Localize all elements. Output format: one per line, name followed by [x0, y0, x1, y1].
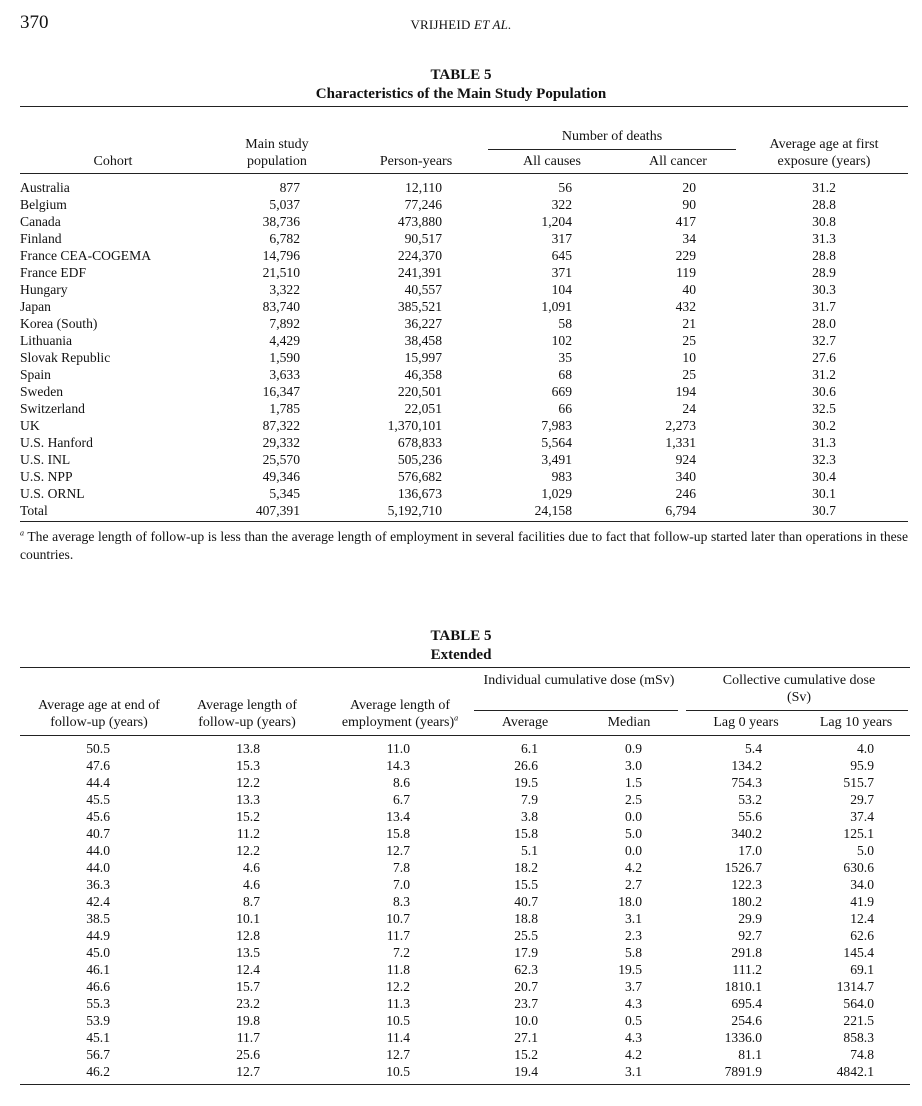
table1-cell-all-causes: 58 — [558, 316, 572, 331]
table2-cell-followup: 4.6 — [243, 877, 260, 892]
table2-cell-avg: 19.5 — [514, 775, 538, 790]
table2-cell-age-end: 38.5 — [86, 911, 110, 926]
table2-cell-avg: 19.4 — [514, 1064, 538, 1079]
table2-cell-median: 3.1 — [625, 911, 642, 926]
table2-cell-employment: 11.0 — [386, 741, 410, 756]
table2-cell-age-end: 46.2 — [86, 1064, 110, 1079]
table2-cell-lag10: 95.9 — [850, 758, 874, 773]
table2-top-rule — [20, 667, 910, 668]
table2-cell-lag10: 29.7 — [850, 792, 874, 807]
table2-cell-median: 0.9 — [625, 741, 642, 756]
table1-cell-person-years: 1,370,101 — [387, 418, 442, 433]
table1-cell-cohort: Total — [20, 503, 48, 518]
table1-cell-avg-age: 32.5 — [812, 401, 836, 416]
t2-header-individual-group: Individual cumulative dose (mSv) — [483, 673, 675, 688]
table2-cell-age-end: 45.1 — [86, 1030, 110, 1045]
t2-header-lag0: Lag 0 years — [713, 715, 779, 730]
table1-cell-person-years: 5,192,710 — [387, 503, 442, 518]
table1-cell-cohort: Japan — [20, 299, 51, 314]
table1-cell-person-years: 40,557 — [404, 282, 442, 297]
table1-cell-all-causes: 104 — [551, 282, 572, 297]
table2-cell-age-end: 45.6 — [86, 809, 110, 824]
table2-cell-lag0: 17.0 — [738, 843, 762, 858]
table2-cell-followup: 12.4 — [236, 962, 260, 977]
table1-cell-avg-age: 28.8 — [812, 248, 836, 263]
table2-cell-avg: 7.9 — [521, 792, 538, 807]
table2-cell-lag10: 4.0 — [857, 741, 874, 756]
running-head-authors: VRIJHEID — [410, 17, 471, 32]
table1-cell-population: 1,785 — [269, 401, 300, 416]
table2-cell-lag0: 81.1 — [738, 1047, 762, 1062]
table1-header-rule — [20, 173, 908, 174]
table1-cell-all-cancer: 25 — [682, 367, 696, 382]
table2-cell-employment: 8.6 — [393, 775, 410, 790]
table1-cell-population: 38,736 — [262, 214, 300, 229]
table2-cell-lag0: 1526.7 — [724, 860, 762, 875]
table2-cell-employment: 12.7 — [386, 1047, 410, 1062]
table1-cell-person-years: 220,501 — [397, 384, 442, 399]
table2-cell-lag0: 55.6 — [738, 809, 762, 824]
table1-cell-all-cancer: 924 — [675, 452, 696, 467]
table1-cell-all-cancer: 340 — [675, 469, 696, 484]
table2-cell-employment: 7.8 — [393, 860, 410, 875]
table2-cell-lag0: 291.8 — [731, 945, 762, 960]
t2-header-avg-followup: Average length of follow-up (years) — [196, 698, 298, 730]
table2-cell-lag10: 630.6 — [843, 860, 874, 875]
table2-cell-lag10: 34.0 — [850, 877, 874, 892]
table2-cell-employment: 6.7 — [393, 792, 410, 807]
table2-cell-age-end: 55.3 — [86, 996, 110, 1011]
t1-header-all-causes: All causes — [523, 154, 581, 169]
table2-cell-avg: 40.7 — [514, 894, 538, 909]
table2-cell-followup: 13.3 — [236, 792, 260, 807]
table1-cell-all-cancer: 21 — [682, 316, 696, 331]
table2-cell-employment: 11.8 — [386, 962, 410, 977]
t1-header-deaths-group: Number of deaths — [561, 129, 663, 144]
table2-cell-lag10: 37.4 — [850, 809, 874, 824]
table2-cell-lag10: 125.1 — [843, 826, 874, 841]
table2-cell-median: 3.1 — [625, 1064, 642, 1079]
table2-cell-employment: 11.4 — [386, 1030, 410, 1045]
table1-cell-cohort: France EDF — [20, 265, 87, 280]
table2-cell-followup: 15.3 — [236, 758, 260, 773]
t2-header-avg-employment-text: Average length of employment (years) — [341, 698, 455, 730]
table1-cell-all-causes: 35 — [558, 350, 572, 365]
table1-cell-population: 16,347 — [262, 384, 300, 399]
table2-bottom-rule — [20, 1084, 910, 1085]
table2-cell-lag10: 74.8 — [850, 1047, 874, 1062]
table1-cell-person-years: 505,236 — [397, 452, 442, 467]
table2-cell-employment: 8.3 — [393, 894, 410, 909]
table2-cell-lag10: 515.7 — [843, 775, 874, 790]
table1-cell-all-cancer: 34 — [682, 231, 696, 246]
table2-cell-median: 0.0 — [625, 843, 642, 858]
table2-cell-lag10: 5.0 — [857, 843, 874, 858]
table1-cell-person-years: 38,458 — [404, 333, 442, 348]
table1-cell-avg-age: 30.6 — [812, 384, 836, 399]
table2-cell-employment: 10.7 — [386, 911, 410, 926]
table1-cell-population: 1,590 — [269, 350, 300, 365]
table1-cell-avg-age: 28.0 — [812, 316, 836, 331]
table1-cell-all-causes: 645 — [551, 248, 572, 263]
table1-cell-person-years: 576,682 — [397, 469, 442, 484]
table1-title: Characteristics of the Main Study Population — [315, 86, 607, 102]
table1-cell-person-years: 385,521 — [397, 299, 442, 314]
table1-cell-cohort: Australia — [20, 180, 70, 195]
table2-cell-employment: 7.0 — [393, 877, 410, 892]
table2-cell-employment: 11.7 — [386, 928, 410, 943]
table2-cell-employment: 12.7 — [386, 843, 410, 858]
t2-header-average: Average — [501, 715, 549, 730]
table1-cell-person-years: 46,358 — [404, 367, 442, 382]
table1-cell-avg-age: 31.3 — [812, 231, 836, 246]
table2-cell-lag0: 111.2 — [732, 962, 762, 977]
t1-header-cohort: Cohort — [93, 154, 133, 169]
table2-cell-median: 0.5 — [625, 1013, 642, 1028]
table1-cell-all-cancer: 194 — [675, 384, 696, 399]
table1-cell-person-years: 473,880 — [397, 214, 442, 229]
table1-cell-person-years: 77,246 — [404, 197, 442, 212]
table2-cell-employment: 7.2 — [393, 945, 410, 960]
table1-cell-cohort: U.S. ORNL — [20, 486, 85, 501]
table2-cell-age-end: 46.6 — [86, 979, 110, 994]
table1-cell-cohort: Hungary — [20, 282, 68, 297]
table2-cell-avg: 10.0 — [514, 1013, 538, 1028]
table1-cell-all-cancer: 246 — [675, 486, 696, 501]
table2-cell-avg: 15.2 — [514, 1047, 538, 1062]
table1-cell-person-years: 678,833 — [397, 435, 442, 450]
table1-cell-person-years: 36,227 — [404, 316, 442, 331]
table2-cell-age-end: 45.5 — [86, 792, 110, 807]
table2-cell-lag0: 122.3 — [731, 877, 762, 892]
table2-cell-followup: 11.2 — [236, 826, 260, 841]
table2-cell-lag10: 858.3 — [843, 1030, 874, 1045]
table1-cell-avg-age: 32.7 — [812, 333, 836, 348]
table2-cell-median: 5.0 — [625, 826, 642, 841]
table1-cell-cohort: Finland — [20, 231, 62, 246]
table1-cell-all-causes: 322 — [551, 197, 572, 212]
table2-cell-median: 18.0 — [618, 894, 642, 909]
table1-cell-avg-age: 30.7 — [812, 503, 836, 518]
table1-cell-cohort: Belgium — [20, 197, 67, 212]
table2-cell-avg: 6.1 — [521, 741, 538, 756]
table1-cell-cohort: Korea (South) — [20, 316, 98, 331]
table1-cell-all-cancer: 24 — [682, 401, 696, 416]
table2-cell-median: 5.8 — [625, 945, 642, 960]
table2-cell-followup: 12.2 — [236, 843, 260, 858]
table2-cell-lag0: 180.2 — [731, 894, 762, 909]
table2-cell-avg: 18.8 — [514, 911, 538, 926]
table1-cell-population: 25,570 — [262, 452, 300, 467]
table2-cell-age-end: 50.5 — [86, 741, 110, 756]
table1-cell-cohort: U.S. NPP — [20, 469, 73, 484]
table1-cell-avg-age: 32.3 — [812, 452, 836, 467]
table1-cell-all-cancer: 229 — [675, 248, 696, 263]
table2-cell-avg: 17.9 — [514, 945, 538, 960]
table2-cell-lag10: 1314.7 — [836, 979, 874, 994]
t2-header-median: Median — [607, 715, 651, 730]
table2-cell-lag0: 754.3 — [731, 775, 762, 790]
table2-cell-employment: 10.5 — [386, 1013, 410, 1028]
t2-employment-marker: a — [454, 713, 459, 723]
t2-individual-rule — [474, 710, 678, 711]
table2-cell-employment: 11.3 — [386, 996, 410, 1011]
table2-cell-median: 2.7 — [625, 877, 642, 892]
table1-cell-all-causes: 371 — [551, 265, 572, 280]
table2-cell-lag0: 5.4 — [745, 741, 762, 756]
table1-cell-person-years: 224,370 — [397, 248, 442, 263]
table2-cell-followup: 12.2 — [236, 775, 260, 790]
table1-cell-person-years: 22,051 — [404, 401, 442, 416]
table2-cell-median: 2.5 — [625, 792, 642, 807]
table2-cell-employment: 13.4 — [386, 809, 410, 824]
table1-cell-cohort: Spain — [20, 367, 51, 382]
page-number: 370 — [20, 12, 49, 33]
table2-cell-lag0: 340.2 — [731, 826, 762, 841]
table2-cell-followup: 15.7 — [236, 979, 260, 994]
table2-cell-median: 3.0 — [625, 758, 642, 773]
table2-cell-followup: 11.7 — [236, 1030, 260, 1045]
table2-cell-employment: 15.8 — [386, 826, 410, 841]
table1-cell-population: 4,429 — [269, 333, 300, 348]
table2-cell-followup: 19.8 — [236, 1013, 260, 1028]
table1-cell-all-causes: 983 — [551, 469, 572, 484]
table1-cell-population: 3,633 — [269, 367, 300, 382]
table2-cell-employment: 12.2 — [386, 979, 410, 994]
table2-cell-followup: 23.2 — [236, 996, 260, 1011]
table1-cell-cohort: Slovak Republic — [20, 350, 111, 365]
table2-cell-lag10: 145.4 — [843, 945, 874, 960]
table2-cell-median: 1.5 — [625, 775, 642, 790]
table2-cell-lag0: 134.2 — [731, 758, 762, 773]
table2-cell-avg: 25.5 — [514, 928, 538, 943]
table1-cell-population: 877 — [279, 180, 300, 195]
table2-cell-age-end: 36.3 — [86, 877, 110, 892]
table1-cell-population: 5,037 — [269, 197, 300, 212]
t1-deaths-rule — [488, 149, 736, 150]
table1-cell-avg-age: 31.2 — [812, 180, 836, 195]
table1-cell-person-years: 136,673 — [397, 486, 442, 501]
table2-cell-median: 2.3 — [625, 928, 642, 943]
table1-cell-all-causes: 66 — [558, 401, 572, 416]
table2-cell-lag10: 69.1 — [850, 962, 874, 977]
table1-top-rule — [20, 106, 908, 107]
table1-cell-all-causes: 317 — [551, 231, 572, 246]
table1-cell-cohort: U.S. Hanford — [20, 435, 93, 450]
t1-header-avg-age-first: Average age at first exposure (years) — [769, 137, 879, 169]
running-head — [0, 17, 922, 33]
table1-cell-population: 49,346 — [262, 469, 300, 484]
table1-cell-avg-age: 30.8 — [812, 214, 836, 229]
table2-cell-employment: 10.5 — [386, 1064, 410, 1079]
table1-cell-all-cancer: 6,794 — [665, 503, 696, 518]
table1-cell-all-cancer: 10 — [682, 350, 696, 365]
t2-header-avg-age-end: Average age at end of follow-up (years) — [38, 698, 160, 730]
table1-cell-avg-age: 31.7 — [812, 299, 836, 314]
table2-cell-followup: 13.8 — [236, 741, 260, 756]
table1-cell-cohort: U.S. INL — [20, 452, 71, 467]
table2-cell-avg: 20.7 — [514, 979, 538, 994]
table1-cell-cohort: France CEA-COGEMA — [20, 248, 152, 263]
table1-footnote — [20, 528, 908, 564]
table1-cell-population: 83,740 — [262, 299, 300, 314]
table2-cell-lag0: 53.2 — [738, 792, 762, 807]
table1-bottom-rule — [20, 521, 908, 522]
table2-cell-avg: 15.8 — [514, 826, 538, 841]
running-head-etal: ET AL. — [473, 17, 512, 32]
table2-cell-age-end: 47.6 — [86, 758, 110, 773]
table1-cell-avg-age: 31.2 — [812, 367, 836, 382]
table2-subtitle: Extended — [430, 647, 492, 663]
table2-cell-age-end: 44.0 — [86, 843, 110, 858]
table2-cell-followup: 15.2 — [236, 809, 260, 824]
table1-cell-avg-age: 30.4 — [812, 469, 836, 484]
table2-cell-median: 0.0 — [625, 809, 642, 824]
table2-cell-avg: 62.3 — [514, 962, 538, 977]
table2-cell-age-end: 56.7 — [86, 1047, 110, 1062]
table1-cell-avg-age: 28.8 — [812, 197, 836, 212]
table2-cell-median: 3.7 — [625, 979, 642, 994]
table1-cell-population: 29,332 — [262, 435, 300, 450]
table2-cell-lag10: 4842.1 — [836, 1064, 874, 1079]
table2-cell-median: 4.3 — [625, 996, 642, 1011]
table2-cell-lag10: 41.9 — [850, 894, 874, 909]
table2-cell-lag0: 1336.0 — [724, 1030, 762, 1045]
table1-cell-cohort: UK — [20, 418, 40, 433]
table1-cell-population: 407,391 — [255, 503, 300, 518]
table2-cell-lag10: 564.0 — [843, 996, 874, 1011]
table1-cell-population: 6,782 — [269, 231, 300, 246]
table1-cell-all-causes: 68 — [558, 367, 572, 382]
footnote-text: The average length of follow-up is less than the average length of employment in several facilities due to fact that follow-up started later than operations in these countries. — [20, 529, 908, 562]
table2-cell-age-end: 44.0 — [86, 860, 110, 875]
table1-cell-all-cancer: 1,331 — [665, 435, 696, 450]
table2-cell-followup: 8.7 — [243, 894, 260, 909]
table2-cell-avg: 5.1 — [521, 843, 538, 858]
table2-cell-age-end: 46.1 — [86, 962, 110, 977]
table1-cell-all-causes: 56 — [558, 180, 572, 195]
table2-cell-avg: 27.1 — [514, 1030, 538, 1045]
t2-header-avg-employment — [330, 697, 470, 731]
table2-cell-avg: 15.5 — [514, 877, 538, 892]
table1-cell-population: 14,796 — [262, 248, 300, 263]
table1-cell-all-cancer: 40 — [682, 282, 696, 297]
t2-collective-rule — [686, 710, 908, 711]
table1-cell-cohort: Switzerland — [20, 401, 85, 416]
table2-cell-lag0: 92.7 — [738, 928, 762, 943]
table1-cell-all-causes: 1,091 — [541, 299, 572, 314]
t1-header-population: Main study population — [245, 137, 309, 169]
t1-header-all-cancer: All cancer — [649, 154, 707, 169]
table1-cell-population: 3,322 — [269, 282, 300, 297]
table2-cell-followup: 13.5 — [236, 945, 260, 960]
table2-cell-lag0: 254.6 — [731, 1013, 762, 1028]
t1-header-person-years: Person-years — [379, 154, 453, 169]
table1-cell-all-cancer: 432 — [675, 299, 696, 314]
table1-cell-population: 7,892 — [269, 316, 300, 331]
table2-cell-lag0: 7891.9 — [724, 1064, 762, 1079]
table2-cell-median: 19.5 — [618, 962, 642, 977]
table2-header-rule — [20, 735, 910, 736]
table2-cell-age-end: 44.4 — [86, 775, 110, 790]
table2-cell-avg: 18.2 — [514, 860, 538, 875]
table1-cell-avg-age: 28.9 — [812, 265, 836, 280]
table1-cell-all-causes: 3,491 — [541, 452, 572, 467]
table1-cell-all-causes: 5,564 — [541, 435, 572, 450]
table2-cell-followup: 10.1 — [236, 911, 260, 926]
table1-cell-population: 87,322 — [262, 418, 300, 433]
table2-cell-median: 4.2 — [625, 860, 642, 875]
table2-cell-followup: 12.7 — [236, 1064, 260, 1079]
table1-cell-population: 21,510 — [262, 265, 300, 280]
table1-cell-all-causes: 669 — [551, 384, 572, 399]
table1-cell-person-years: 12,110 — [405, 180, 442, 195]
table2-cell-followup: 12.8 — [236, 928, 260, 943]
table1-cell-avg-age: 30.1 — [812, 486, 836, 501]
footnote-marker: a — [20, 528, 24, 538]
table1-cell-all-causes: 102 — [551, 333, 572, 348]
table2-cell-age-end: 40.7 — [86, 826, 110, 841]
table2-cell-followup: 4.6 — [243, 860, 260, 875]
table1-cell-person-years: 90,517 — [404, 231, 442, 246]
table2-cell-age-end: 53.9 — [86, 1013, 110, 1028]
table2-cell-median: 4.2 — [625, 1047, 642, 1062]
table1-cell-all-cancer: 20 — [682, 180, 696, 195]
table2-cell-lag0: 695.4 — [731, 996, 762, 1011]
table2-label: TABLE 5 — [430, 628, 492, 644]
table2-cell-avg: 3.8 — [521, 809, 538, 824]
table1-cell-all-cancer: 417 — [675, 214, 696, 229]
table2-cell-lag10: 221.5 — [843, 1013, 874, 1028]
table1-cell-avg-age: 30.2 — [812, 418, 836, 433]
table2-cell-age-end: 45.0 — [86, 945, 110, 960]
table2-cell-employment: 14.3 — [386, 758, 410, 773]
table1-cell-avg-age: 30.3 — [812, 282, 836, 297]
t2-header-collective-group: Collective cumulative dose (Sv) — [722, 673, 876, 705]
table2-cell-avg: 23.7 — [514, 996, 538, 1011]
table2-cell-median: 4.3 — [625, 1030, 642, 1045]
table2-cell-age-end: 44.9 — [86, 928, 110, 943]
table1-cell-person-years: 241,391 — [397, 265, 442, 280]
table1-cell-all-causes: 1,029 — [541, 486, 572, 501]
table1-cell-all-cancer: 119 — [676, 265, 696, 280]
table1-cell-all-causes: 7,983 — [541, 418, 572, 433]
table1-cell-person-years: 15,997 — [404, 350, 442, 365]
table1-cell-all-cancer: 2,273 — [665, 418, 696, 433]
table2-cell-lag0: 29.9 — [738, 911, 762, 926]
table2-cell-avg: 26.6 — [514, 758, 538, 773]
t2-header-lag10: Lag 10 years — [819, 715, 893, 730]
table2-cell-lag0: 1810.1 — [724, 979, 762, 994]
table2-cell-age-end: 42.4 — [86, 894, 110, 909]
table1-cell-population: 5,345 — [269, 486, 300, 501]
table1-cell-all-cancer: 25 — [682, 333, 696, 348]
table1-cell-all-causes: 24,158 — [534, 503, 572, 518]
table2-cell-lag10: 12.4 — [850, 911, 874, 926]
table1-cell-cohort: Sweden — [20, 384, 64, 399]
table1-cell-avg-age: 31.3 — [812, 435, 836, 450]
table1-cell-cohort: Canada — [20, 214, 61, 229]
table2-cell-lag10: 62.6 — [850, 928, 874, 943]
table1-label: TABLE 5 — [430, 67, 492, 83]
table1-cell-all-causes: 1,204 — [541, 214, 572, 229]
table1-cell-all-cancer: 90 — [682, 197, 696, 212]
table2-cell-followup: 25.6 — [236, 1047, 260, 1062]
table1-cell-cohort: Lithuania — [20, 333, 73, 348]
table1-cell-avg-age: 27.6 — [812, 350, 836, 365]
